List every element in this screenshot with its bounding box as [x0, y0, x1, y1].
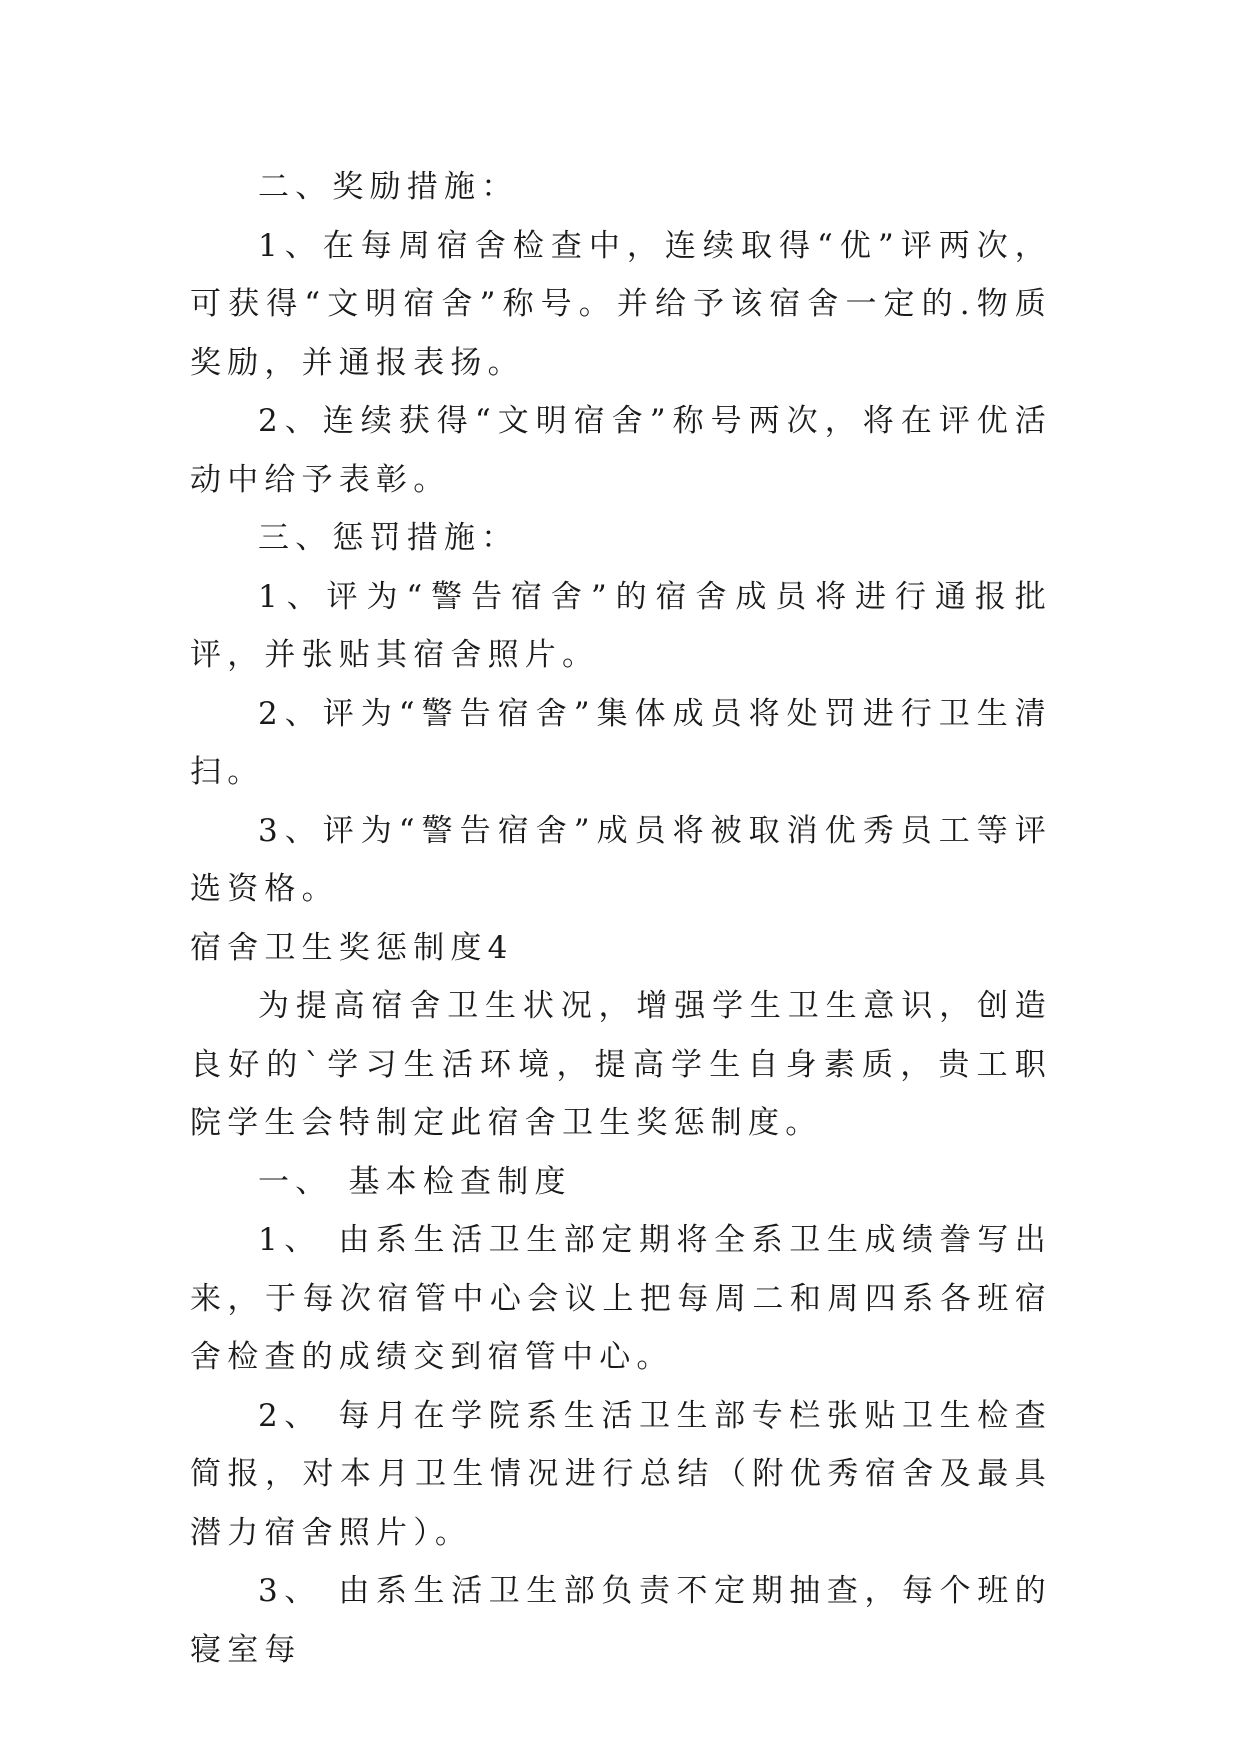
- inspection-item-1: 1、 由系生活卫生部定期将全系卫生成绩誊写出来，于每次宿管中心会议上把每周二和周四系各班宿舍检查的成绩交到宿管中心。: [190, 1222, 1052, 1375]
- document-body: [190, 158, 1052, 1679]
- intro-paragraph: 为提高宿舍卫生状况，增强学生卫生意识，创造良好的`学习生活环境，提高学生自身素质，贵工职院学生会特制定此宿舍卫生奖惩制度。: [190, 988, 1052, 1141]
- penalty-item-1: 1、评为“警告宿舍”的宿舍成员将进行通报批评，并张贴其宿舍照片。: [190, 578, 1052, 673]
- reward-item-1: 1、在每周宿舍检查中，连续取得“优”评两次，可获得“文明宿舍”称号。并给予该宿舍一定的.物质奖励，并通报表扬。: [190, 227, 1052, 381]
- penalty-item-3: 3、评为“警告宿舍”成员将被取消优秀员工等评选资格。: [190, 812, 1052, 907]
- inspection-item-3: 3、 由系生活卫生部负责不定期抽查，每个班的寝室每: [190, 1573, 1052, 1668]
- reward-item-2: 2、连续获得“文明宿舍”称号两次，将在评优活动中给予表彰。: [190, 403, 1052, 498]
- section-heading-inspection: 一、 基本检查制度: [258, 1163, 572, 1200]
- section-heading-penalties: 三、惩罚措施：: [258, 520, 519, 556]
- document-title: 宿舍卫生奖惩制度4: [190, 929, 514, 966]
- penalty-item-2: 2、评为“警告宿舍”集体成员将处罚进行卫生清扫。: [190, 695, 1052, 790]
- inspection-item-2: 2、 每月在学院系生活卫生部专栏张贴卫生检查简报，对本月卫生情况进行总结（附优秀宿舍及最具潜力宿舍照片）。: [190, 1397, 1052, 1551]
- section-heading-rewards: 二、奖励措施：: [258, 169, 519, 205]
